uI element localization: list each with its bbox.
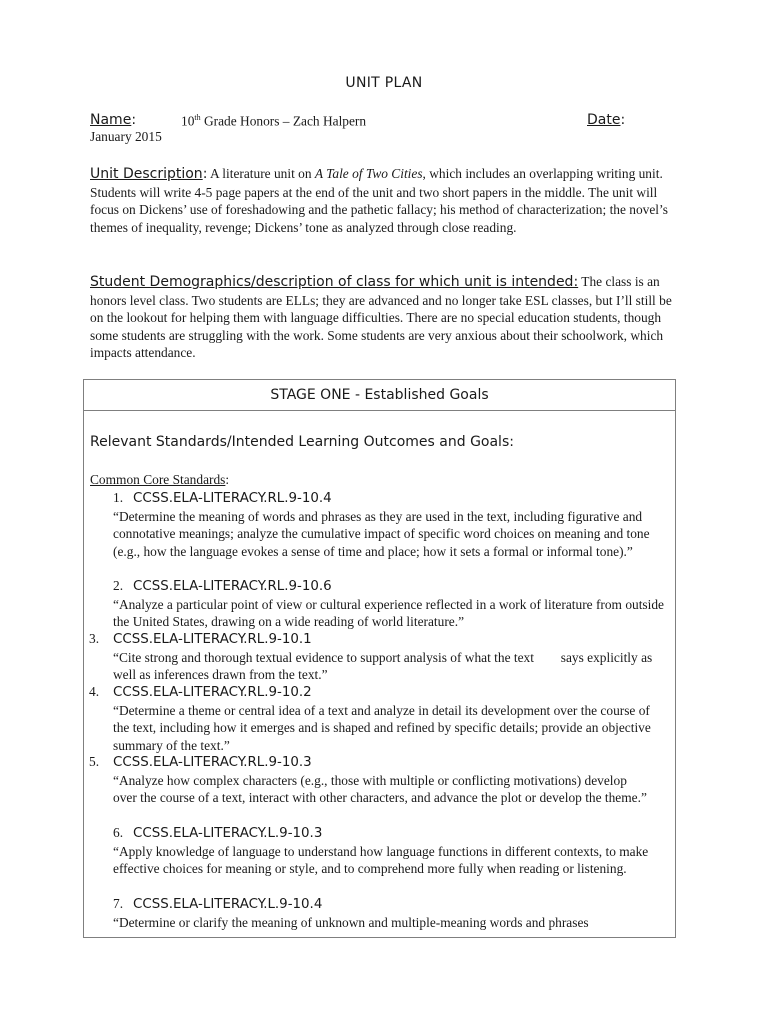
common-core-heading: Common Core Standards: [90,472,230,487]
stage-one-table [83,379,676,938]
standard-number: 7. [113,896,124,911]
demographics-text: The class is an honors level class. Two students are ELLs; they are advanced and no longer take ESL classes, but I’ll still be on the lookout for helping them with language difficulties. There are no special education students, though some students are struggling with the work. Some students are very anxious about their schoolwork, which impacts attendance. [90,274,672,360]
date-label: Date [587,112,621,128]
standard-number: 4. [89,684,100,699]
document-title: UNIT PLAN [345,75,423,91]
standard-item [89,630,659,684]
standard-quote: “Determine a theme or central idea of a text and analyze in detail its development over the course of the text, including how it emerges and is shaped and refined by specific details; provide an objective summary of the text.” [113,702,651,753]
standard-code: CCSS.ELA-LITERACY.L.9-10.4 [133,897,323,912]
date-field: Date: [587,112,626,128]
unit-description-text-before: A literature unit on [207,166,315,181]
standard-number: 2. [113,578,124,593]
standard-item [89,683,659,754]
student-demographics [90,273,680,362]
standard-code: CCSS.ELA-LITERACY.RL.9-10.3 [113,755,312,770]
relevant-standards-heading: Relevant Standards/Intended Learning Outcomes and Goals: [90,434,514,450]
standard-code: CCSS.ELA-LITERACY.L.9-10.3 [133,826,323,841]
standard-quote: “Analyze how complex characters (e.g., those with multiple or conflicting motivations) develop over the course of a text, interact with other characters, and advance the plot or develop the theme.” [113,772,647,805]
name-value-prefix: 10 [181,113,195,129]
standard-item [113,577,676,631]
standard-item [113,895,676,931]
demographics-label: Student Demographics/description of class for which unit is intended: [90,274,579,290]
standard-quote: “Apply knowledge of language to understand how language functions in different contexts, to make effective choices for meaning or style, and to comprehend more fully when reading or listening. [113,843,649,876]
standard-quote: “Analyze a particular point of view or cultural experience reflected in a work of literature from outside the United States, drawing on a wide reading of world literature.” [113,596,665,629]
unit-description-text-after: , which includes an overlapping writing unit. Students will write 4-5 page papers at the end of the unit and two short papers in the middle. The unit will focus on Dickens’ use of foreshadowing and the pathetic fallacy; his method of characterization; the novel’s themes of inequality, revenge; Dickens’ tone as analyzed through close reading. [90,166,668,235]
standard-item [113,824,676,878]
standard-code: CCSS.ELA-LITERACY.RL.9-10.6 [133,579,332,594]
standard-code: CCSS.ELA-LITERACY.RL.9-10.1 [113,632,312,647]
name-field: Name: [90,112,137,128]
unit-description: Unit Description: A literature unit on A Tale of Two Cities, which includes an overlapping writing unit. Students will write 4-5 page papers at the end of the unit and two short papers in the middle. The unit will focus on Dickens’ use of foreshadowing and the pathetic fallacy; his method of characterization; the novel’s themes of inequality, revenge; Dickens’ tone as analyzed through close reading. [90,166,668,235]
name-value [181,113,366,129]
stage-one-heading: STAGE ONE - Established Goals [84,380,675,411]
name-label: Name [90,112,132,128]
standard-number: 6. [113,825,124,840]
name-line [90,112,690,132]
standard-quote: “Cite strong and thorough textual evidence to support analysis of what the text says explicitly as well as inferences drawn from the text.” [113,649,656,682]
standard-number: 1. [113,490,124,505]
name-value-sup: th [194,113,201,122]
standard-number: 5. [89,754,100,769]
name-value-rest: Grade Honors – Zach Halpern [200,113,367,129]
unit-description-label: Unit Description [90,166,203,182]
standard-code: CCSS.ELA-LITERACY.RL.9-10.2 [113,685,312,700]
book-title: A Tale of Two Cities [314,166,423,181]
standard-quote: “Determine the meaning of words and phrases as they are used in the text, including figurative and connotative meanings; analyze the cumulative impact of specific word choices on meaning and tone (e.g., how the language evokes a sense of time and place; how it sets a formal or informal tone).” [113,508,650,559]
standard-item [113,489,676,560]
common-core-label: Common Core Standards [90,472,226,487]
standard-quote: “Determine or clarify the meaning of unknown and multiple-meaning words and phrases [113,914,589,930]
date-value: January 2015 [90,129,162,144]
standard-item [89,753,659,807]
standard-code: CCSS.ELA-LITERACY.RL.9-10.4 [133,491,332,506]
standard-number: 3. [89,631,100,646]
